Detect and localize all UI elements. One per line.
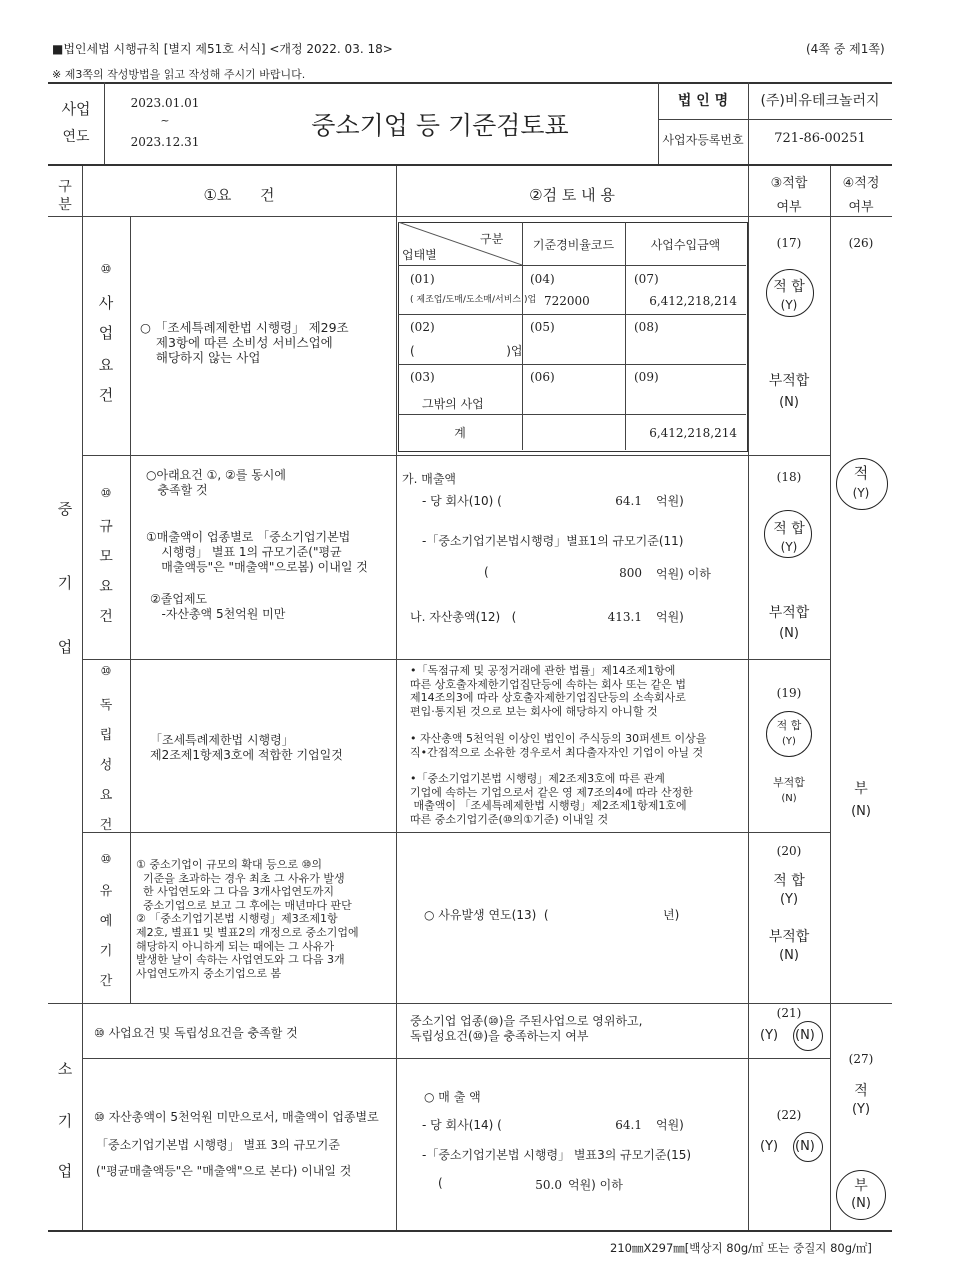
small2-rev3-unit: 억원) 이하 [568, 1178, 623, 1192]
row103-label-2: 립 [99, 728, 113, 743]
row103-fit-no: (19) [776, 686, 802, 700]
small2-fit-y: (Y) [760, 1139, 779, 1154]
r3-rev-no: (09) [634, 370, 659, 384]
small2-proper-no-n: (N) [851, 1196, 871, 1211]
row104-label-1: 유 [99, 884, 113, 899]
row103-label-1: 독 [99, 698, 113, 713]
row102-rev-b-unit: 억원) [656, 610, 684, 624]
r2-no: (02) [410, 320, 435, 334]
row101-label-1: 사 [98, 294, 114, 312]
r3-name: 그밖의 사업 [422, 397, 484, 411]
small2-rev-title: ○ 매 출 액 [424, 1090, 481, 1104]
row101-num: ⑩ [100, 262, 112, 276]
row102-proper-yes: 적 [853, 464, 869, 482]
r1-code: 722000 [544, 294, 590, 308]
table-head-code: 기준경비율코드 [532, 238, 615, 252]
small1-fit-y: (Y) [760, 1028, 779, 1043]
row104-fit-no-label: 부적합 [768, 929, 810, 945]
row103-proper-no-label: 부 [854, 781, 868, 797]
row104-fit-yes: 적 합 [773, 873, 805, 889]
r1-no: (01) [410, 272, 435, 286]
biz-no: 721-86-00251 [774, 131, 866, 146]
r3-code-no: (06) [530, 370, 555, 384]
row101-label-4: 건 [98, 386, 114, 404]
row103-rev1: •「독점규제 및 공정거래에 관한 법률」제14조제1항에 따른 상호출자제한기업집단등에 속하는 회사 또는 같은 법 제14조의3에 따라 상호출자제한기업집단등의 소속회사로 편입·통지된 것으로 보는 회사에 해당하지 아니할 것 [410, 664, 687, 718]
row102-label-3: 요 [99, 579, 113, 595]
row102-fit-yes-y: (Y) [780, 540, 798, 554]
row102-fit-no: (18) [776, 470, 802, 484]
row101-fit-no: (17) [776, 236, 802, 250]
small2-fit-no: (22) [776, 1108, 802, 1122]
small1-fit-no: (21) [776, 1006, 802, 1020]
row103-requirement: 「조세특례제한법 시행령」 제2조제1항제3호에 적합한 기업일것 [150, 733, 343, 762]
row102-label-4: 건 [99, 609, 113, 625]
row101-requirement: ○ 「조세특례제한법 시행령」 제29조 제3항에 따른 소비성 서비스업에 해당하지 않는 사업 [140, 320, 349, 365]
small2-proper-no-label: 부 [854, 1178, 868, 1194]
row101-proper-no: (26) [848, 236, 874, 250]
year-label-1: 사업 [61, 100, 91, 118]
small2-rev2-label: -「중소기업기본법 시행령」 별표3의 규모기준(15) [422, 1148, 692, 1162]
group-sme-2: 기 [57, 574, 73, 592]
small2-rev3-open: ( [438, 1176, 443, 1190]
col-review: ②검 토 내 용 [529, 186, 615, 204]
row101-fit-no-label: 부적합 [768, 373, 810, 389]
row101-fit-yes: 적 합 [773, 279, 805, 295]
row103-label-5: 건 [99, 818, 113, 833]
row101-fit-yes-y: (Y) [780, 298, 798, 312]
row104-label-4: 간 [99, 974, 113, 989]
row103-num: ⑩ [100, 664, 112, 678]
small2-rev1-unit: 억원) [656, 1118, 684, 1132]
group-sme-1: 중 [57, 500, 73, 518]
row102-rev-a3-unit: 억원) 이하 [656, 567, 711, 581]
col-gubun-2: 분 [58, 197, 72, 213]
row102-rev-a3-val: 800 [619, 566, 642, 580]
row102-rev-a1-label: - 당 회사(10) ( [422, 494, 502, 508]
r1-name: ( 제조업/도매/도소매/서비스 )업 [410, 295, 537, 305]
total-label: 계 [454, 426, 466, 440]
period-sep: ~ [160, 114, 170, 127]
table-head-gubun: 구분 [480, 232, 504, 246]
small2-rev1-val: 64.1 [615, 1118, 642, 1132]
r2-name: ( )업 [410, 344, 523, 358]
row102-label-1: 규 [99, 519, 113, 535]
col-proper-2: 여부 [848, 200, 874, 215]
row103-rev2: • 자산총액 5천억원 이상인 법인이 주식등의 30퍼센트 이상을 직•간접적으로 소유한 경우로서 최다출자자인 기업이 아닐 것 [410, 732, 707, 759]
r1-rev: 6,412,218,214 [649, 294, 737, 308]
small1-requirement: ⑩ 사업요건 및 독립성요건을 충족할 것 [94, 1026, 298, 1040]
small1-review: 중소기업 업종(⑩)을 주된사업으로 영위하고, 독립성요건(⑩)을 충족하는지 여부 [410, 1014, 643, 1043]
small2-req3: ("평균매출액등"은 "매출액"으로 본다) 이내일 것 [96, 1164, 352, 1178]
row103-fit-no-n: (N) [781, 793, 797, 804]
small1-fit-n: (N) [795, 1028, 815, 1043]
col-gubun-1: 구 [58, 179, 72, 195]
row101-label-3: 요 [98, 356, 114, 374]
row104-fit-no-n: (N) [779, 948, 799, 963]
row101-fit-no-n: (N) [779, 395, 799, 410]
r1-code-no: (04) [530, 272, 555, 286]
row103-proper-no-n: (N) [851, 804, 871, 819]
row102-rev-b-label: 나. 자산총액(12) ( [410, 610, 517, 624]
biz-no-label: 사업자등록번호 [662, 133, 744, 147]
row102-proper-yes-y: (Y) [852, 486, 870, 500]
r1-rev-no: (07) [634, 272, 659, 286]
col-proper-1: ④적정 [842, 176, 880, 191]
row102-rev-a2-label: -「중소기업기본법시행령」별표1의 규모기준(11) [422, 534, 684, 548]
small2-fit-n: (N) [795, 1139, 815, 1154]
table-head-rev: 사업수입금액 [650, 238, 721, 252]
row104-label-2: 예 [99, 914, 113, 929]
row102-rev-a: 가. 매출액 [402, 472, 456, 486]
group-small-3: 업 [57, 1162, 73, 1180]
small2-rev3-val: 50.0 [535, 1178, 562, 1192]
r3-no: (03) [410, 370, 435, 384]
row102-label-2: 모 [99, 549, 113, 565]
small2-proper-yes-y: (Y) [851, 1102, 871, 1117]
row102-rev-a3-open: ( [484, 565, 489, 579]
row102-num: ⑩ [100, 486, 112, 500]
small2-proper-yes: 적 [854, 1083, 868, 1099]
row102-rev-a1-unit: 억원) [656, 494, 684, 508]
table-head-biz: 업태별 [402, 248, 437, 262]
row102-req1: ○아래요건 ①, ②를 동시에 충족할 것 [146, 468, 286, 497]
col-requirement: ①요 건 [203, 186, 275, 204]
page-title: 중소기업 등 기준검토표 [311, 111, 569, 140]
group-sme-3: 업 [57, 638, 73, 656]
year-label-2: 연도 [62, 129, 90, 145]
row103-rev3: •「중소기업기본법 시행령」제2조제3호에 따른 관계 기업에 속하는 기업으로서 같은 영 제7조의4에 따라 산정한 매출액이 「조세특례제한법 시행령」제2조제1항제1호에 따른 중소기업기준(⑩의①기준) 이내일 것 [410, 772, 693, 826]
period-end: 2023.12.31 [130, 135, 200, 149]
row104-review: ○ 사유발생 연도(13) ( 년) [424, 908, 680, 922]
row104-num: ⑩ [100, 852, 112, 866]
notice: ※ 제3쪽의 작성방법을 읽고 작성해 주시기 바랍니다. [52, 68, 306, 81]
period-start: 2023.01.01 [130, 96, 200, 110]
row102-fit-yes: 적 합 [773, 521, 805, 537]
row103-fit-no-label: 부적합 [773, 776, 805, 789]
col-fit-2: 여부 [776, 200, 802, 215]
row104-requirement: ① 중소기업이 규모의 확대 등으로 ⑩의 기준을 초과하는 경우 최초 그 사유가 발생 한 사업연도와 그 다음 3개사업연도까지 중소기업으로 보고 그 후에는 매년마다 판단 ② 「중소기업기본법 시행령」제3조제1항 제2호, 별표1 및 별표2의 개정으로 중소기업에 해당하지 아니하게 되는 때에는 그 사유가 발생한 날이 속하는 사업연도와 그 다음 3개 사업연도까지 중소기업으로 봄 [136, 858, 359, 980]
paper-spec: 210㎜X297㎜[백상지 80g/㎡ 또는 중질지 80g/㎡] [610, 1241, 872, 1255]
row103-label-4: 요 [99, 788, 113, 803]
small2-req1: ⑩ 자산총액이 5천억원 미만으로서, 매출액이 업종별로 [94, 1110, 379, 1124]
group-small-1: 소 [57, 1060, 73, 1078]
row103-fit-yes: 적 합 [776, 719, 802, 732]
total-rev: 6,412,218,214 [649, 426, 737, 440]
row102-req3: ②졸업제도 -자산총액 5천억원 미만 [150, 592, 286, 621]
col-fit-1: ③적합 [770, 176, 808, 191]
form-info: ■법인세법 시행규칙 [별지 제51호 서식] <개정 2022. 03. 18> [52, 42, 393, 56]
group-small-2: 기 [57, 1112, 73, 1130]
row102-fit-no-label: 부적합 [768, 605, 810, 621]
row103-fit-yes-y: (Y) [782, 736, 796, 747]
row104-fit-yes-y: (Y) [779, 892, 799, 907]
row102-rev-b-val: 413.1 [607, 610, 642, 624]
row102-rev-a1-val: 64.1 [615, 494, 642, 508]
row104-fit-no: (20) [776, 844, 802, 858]
row103-label-3: 성 [99, 758, 113, 773]
small2-req2: 「중소기업기본법 시행령」 별표 3의 규모기준 [96, 1138, 340, 1152]
row102-req2: ①매출액이 업종별로 「중소기업기본법 시행령」 별표 1의 규모기준("평균 매출액등"은 "매출액"으로봄) 이내일 것 [146, 530, 368, 574]
corp-name: (주)비유테크놀러지 [760, 93, 880, 109]
r2-rev-no: (08) [634, 320, 659, 334]
page-info: (4쪽 중 제1쪽) [806, 42, 885, 56]
r2-code-no: (05) [530, 320, 555, 334]
corp-name-label: 법 인 명 [677, 93, 729, 109]
row102-fit-no-n: (N) [779, 626, 799, 641]
row101-label-2: 업 [98, 324, 114, 342]
small2-rev1-label: - 당 회사(14) ( [422, 1118, 502, 1132]
small2-proper-no: (27) [848, 1052, 874, 1066]
row104-label-3: 기 [99, 944, 113, 959]
